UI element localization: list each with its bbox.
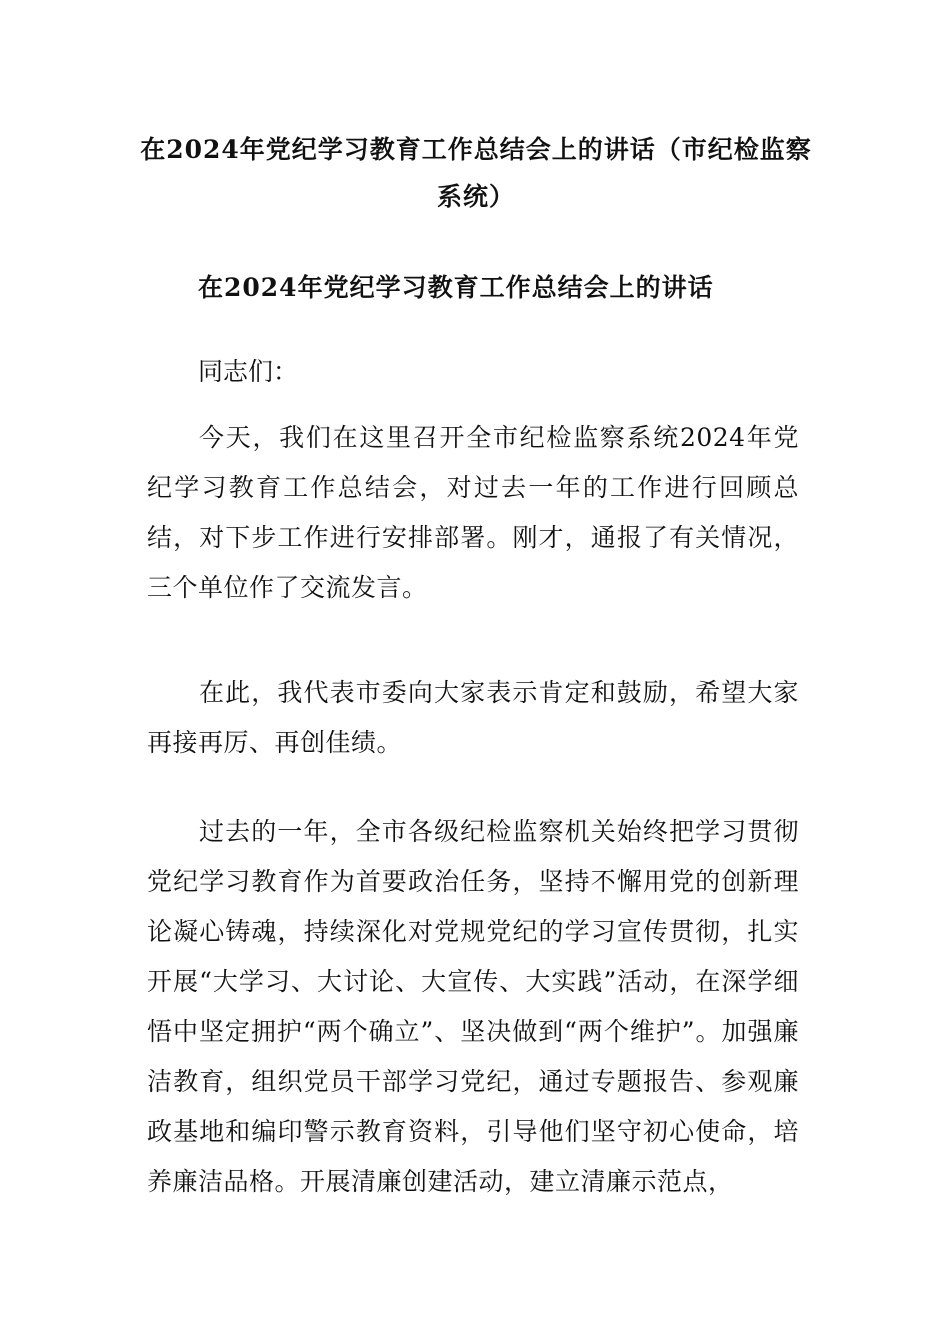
body-paragraph: 过去的一年，全市各级纪检监察机关始终把学习贯彻党纪学习教育作为首要政治任务，坚持不懈用党的创新理论凝心铸魂，持续深化对党规党纪的学习宣传贯彻，扎实开展“大学习、大讨论、大宣传、大实践”活动，在深学细悟中坚定拥护“两个确立”、坚决做到“两个维护”。加强廉洁教育，组织党员干部学习党纪，通过专题报告、参观廉政基地和编印警示教育资料，引导他们坚守初心使命，培养廉洁品格。开展清廉创建活动，建立清廉示范点，	[147, 817, 799, 1196]
document-title: 在2024年党纪学习教育工作总结会上的讲话（市纪检监察系统）	[140, 135, 812, 211]
body-paragraph: 今天，我们在这里召开全市纪检监察系统2024年党纪学习教育工作总结会，对过去一年的工作进行回顾总结，对下步工作进行安排部署。刚才，通报了有关情况，三个单位作了交流发言。	[147, 423, 799, 602]
body-paragraph: 在此，我代表市委向大家表示肯定和鼓励，希望大家再接再厉、再创佳绩。	[147, 678, 799, 757]
salutation: 同志们：	[198, 357, 299, 386]
speech-subtitle: 在2024年党纪学习教育工作总结会上的讲话	[198, 273, 714, 302]
